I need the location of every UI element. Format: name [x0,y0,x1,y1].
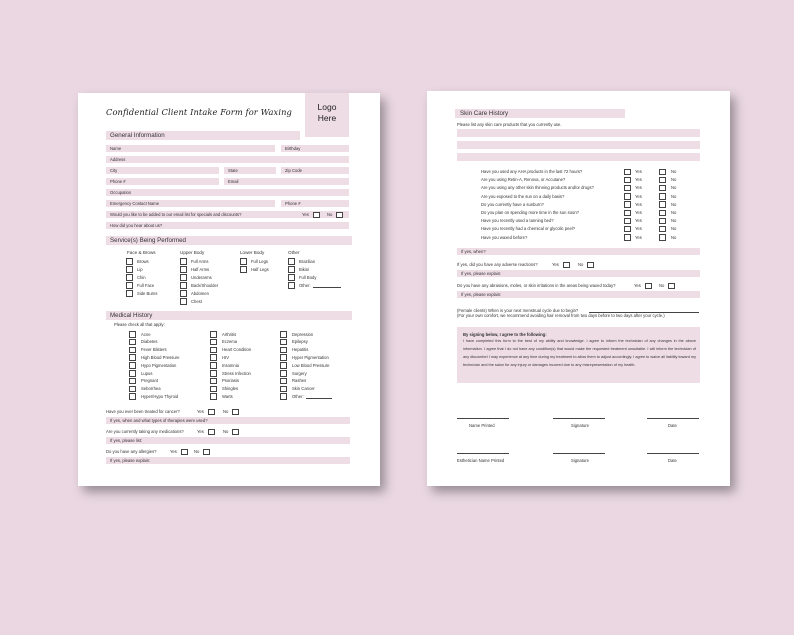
heard-about-label: How did you hear about us? [110,223,163,228]
logo-text-line-2: Here [317,113,337,123]
address-field[interactable] [106,156,349,163]
face-brows-heading: Face & Brows [127,250,156,255]
medical-hiv-checkbox[interactable] [210,354,217,361]
medical-shingles-checkbox[interactable] [210,386,217,393]
zip-label: Zip Code [285,168,302,173]
medical-diabetes-label: Diabetes [141,339,158,345]
medical-warts-checkbox[interactable] [210,393,217,400]
waxed-when-field[interactable] [457,248,700,255]
email-list-no-checkbox[interactable] [336,212,343,219]
medications-no-label: No [223,429,229,434]
adverse-yes-label: Yes [552,262,559,267]
allergies-question: Do you have any allergies? [106,449,157,454]
products-prompt: Please list any skin care products that you currently use. [457,122,562,127]
logo-placeholder [305,93,349,137]
cancer-yes-label: Yes [197,409,204,414]
name-field[interactable] [106,145,275,152]
medical-hypo-pigmentation-label: Hypo Pigmentation [141,362,177,368]
skin-question-9-yes-checkbox[interactable] [624,234,631,241]
medical-skin-cancer-checkbox[interactable] [280,386,287,393]
skin-question-7-no-label: No [671,218,677,224]
check-all-text: Please check all that apply: [114,322,165,327]
service-full-arms-checkbox[interactable] [180,258,187,265]
medical-lupus-checkbox[interactable] [129,370,136,377]
products-line-2[interactable] [457,141,700,149]
medical-diabetes-checkbox[interactable] [129,339,136,346]
skin-question-4: Are you exposed to the sun on a daily basis? [481,193,565,199]
skin-question-6: Do you plan on spending more time in the sun soon? [481,210,580,215]
abrasions-explain-label: If yes, please explain: [461,292,502,297]
skin-question-5-yes-checkbox[interactable] [624,201,631,208]
service-lip-checkbox[interactable] [126,266,133,273]
medical-stress-infection-label: Stress Infection [222,370,251,376]
medications-followup-label: If yes, please list: [110,438,143,443]
adverse-question: If yes, did you have any adverse reactions? [457,262,538,267]
skin-question-1-no-label: No [671,169,677,174]
medical-hyper-pigmentation-label: Hyper Pigmentation [292,354,329,360]
service-other-label: Other: [299,282,311,288]
skin-question-6-no-label: No [671,210,677,215]
medical-arthritis-label: Arthritis [222,331,237,337]
medical-surgery-checkbox[interactable] [280,370,287,377]
esthetician-name-line[interactable] [457,453,509,454]
adverse-explain-label: If yes, please explain: [461,271,502,276]
general-info-heading: General Information [110,131,165,139]
skin-question-2-no-checkbox[interactable] [659,177,666,184]
skin-question-8-yes-checkbox[interactable] [624,226,631,233]
skin-question-9-no-label: No [671,234,677,240]
occupation-field[interactable] [106,189,349,196]
date-line-2[interactable] [647,453,699,454]
medical-other-label: Other: [292,393,304,399]
medical-hypo-pigmentation-checkbox[interactable] [129,362,136,369]
medical-psoriasis-checkbox[interactable] [210,378,217,385]
service-full-body-label: Full Body [299,274,317,280]
skin-care-heading: Skin Care History [460,109,509,117]
allergies-no-label: No [194,449,200,454]
medical-pregnant-checkbox[interactable] [129,378,136,385]
medical-other-line[interactable] [306,398,332,399]
phone-label: Phone # [110,179,126,184]
name-printed-label: Name Printed [469,423,495,428]
state-label: State [228,168,238,173]
date-label-2: Date [668,458,677,463]
medical-lupus-label: Lupus [141,370,153,376]
medical-insomnia-checkbox[interactable] [210,362,217,369]
occupation-label: Occupation [110,190,132,195]
service-chest-label: Chest [191,298,202,304]
service-half-arms-checkbox[interactable] [180,266,187,273]
service-brows-label: Brows [137,258,149,264]
abrasions-question: Do you have any abrasions, moles, or skin irritations in the areas being waxed today? [457,283,616,288]
menstrual-question: (Female clients) When is your next menstrual cycle due to begin? [457,308,579,313]
products-line-1[interactable] [457,129,700,137]
abrasions-no-checkbox[interactable] [668,283,675,290]
medical-hepatitis-label: Hepatitis [292,347,309,353]
intake-form-page-1 [78,93,380,486]
medical-warts-label: Warts [222,393,233,399]
medical-heart-condition-checkbox[interactable] [210,347,217,354]
skin-question-5-no-label: No [671,201,677,207]
cancer-followup-label: If yes, when and what types of therapies were used? [110,418,208,423]
medical-hyper-pigmentation-checkbox[interactable] [280,354,287,361]
medical-low-blood-pressure-checkbox[interactable] [280,362,287,369]
medical-low-blood-pressure-label: Low Blood Pressure [292,362,330,368]
email-label: Email [228,179,239,184]
service-back-shoulder-label: Back/Shoulder [191,282,219,288]
allergies-followup-label: If yes, please explain: [110,458,151,463]
skin-question-7-no-checkbox[interactable] [659,218,666,225]
adverse-no-checkbox[interactable] [587,262,594,269]
medical-eczema-label: Eczema [222,339,238,345]
service-chest-checkbox[interactable] [180,298,187,305]
service-full-face-checkbox[interactable] [126,282,133,289]
service-underarms-checkbox[interactable] [180,274,187,281]
service-lip-label: Lip [137,266,143,272]
skin-question-6-yes-label: Yes [635,210,642,215]
medical-hyper-hypo-thyroid-label: Hyper/Hypo Thyroid [141,393,179,399]
medical-hyper-hypo-thyroid-checkbox[interactable] [129,393,136,400]
skin-question-5-no-checkbox[interactable] [659,201,666,208]
medical-depression-label: Depression [292,331,314,337]
medical-depression-checkbox[interactable] [280,331,287,338]
waxed-when-label: If yes, when? [461,249,486,254]
skin-question-4-no-label: No [671,193,677,199]
cancer-no-label: No [223,409,229,414]
email-list-question: Would you like to be added to our email list for specials and discounts? [110,212,242,217]
date-label-1: Date [668,423,677,428]
signature-line-2[interactable] [553,453,605,454]
medical-hiv-label: HIV [222,354,229,360]
email-list-no-label: No [327,212,333,217]
services-heading: Service(s) Being Performed [110,236,186,244]
emergency-contact-label: Emergency Contact Name [110,201,160,206]
medical-surgery-label: Surgery [292,370,307,376]
medical-psoriasis-label: Psoriasis [222,378,239,384]
skin-question-8-no-checkbox[interactable] [659,226,666,233]
cancer-no-checkbox[interactable] [232,409,239,416]
medical-shingles-label: Shingles [222,386,239,392]
skin-question-8: Have you recently had a chemical or glycolic peel? [481,226,576,232]
address-label: Address [110,157,126,162]
skin-question-7-yes-label: Yes [635,218,642,224]
medical-other-checkbox[interactable] [280,393,287,400]
medical-pregnant-label: Pregnant [141,378,158,384]
abrasions-yes-label: Yes [634,283,641,288]
allergies-yes-label: Yes [170,449,177,454]
medical-acne-checkbox[interactable] [129,331,136,338]
medical-rashes-label: Rashes [292,378,307,384]
service-brazilian-label: Brazilian [299,258,316,264]
signature-line-1[interactable] [553,418,605,419]
abrasions-no-label: No [659,283,665,288]
adverse-no-label: No [578,262,584,267]
skin-question-2-yes-label: Yes [635,177,642,183]
service-abdomen-checkbox[interactable] [180,290,187,297]
medications-no-checkbox[interactable] [232,429,239,436]
lower-body-heading: Lower Body [240,250,265,255]
service-chin-label: Chin [137,274,146,280]
skin-question-9: Have you waxed before? [481,234,528,240]
skin-question-1: Have you used any AHA products in the last 72 hours? [481,169,583,174]
medical-acne-label: Acne [141,331,151,337]
name-printed-line[interactable] [457,418,509,419]
city-label: City [110,168,118,173]
products-line-3[interactable] [457,153,700,161]
medical-epilepsy-label: Epilepsy [292,339,308,345]
signature-label-2: Signature [571,458,589,463]
medical-fever-blisters-label: Fever Blisters [141,347,167,353]
upper-body-heading: Upper Body [180,250,205,255]
intake-form-page-2 [427,91,730,486]
medical-insomnia-label: Insomnia [222,362,239,368]
skin-question-1-no-checkbox[interactable] [659,169,666,176]
service-full-legs-checkbox[interactable] [240,258,247,265]
medical-heading: Medical History [110,311,153,319]
skin-question-1-yes-checkbox[interactable] [624,169,631,176]
medical-high-blood-pressure-checkbox[interactable] [129,354,136,361]
skin-question-3-no-checkbox[interactable] [659,185,666,192]
medical-seborrhea-checkbox[interactable] [129,386,136,393]
service-full-arms-label: Full Arms [191,258,209,264]
medications-yes-checkbox[interactable] [208,429,215,436]
medications-followup-field[interactable] [106,437,350,444]
email-list-yes-checkbox[interactable] [313,212,320,219]
skin-question-5-yes-label: Yes [635,201,642,207]
skin-question-4-yes-label: Yes [635,193,642,199]
email-field[interactable] [224,178,349,185]
birthday-label: Birthday [285,146,301,151]
medical-stress-infection-checkbox[interactable] [210,370,217,377]
agreement-text: I have completed this form to the best of my ability and knowledge. I agree to inform the technician of any changes in the above information. I agree that I do not have any condition(s) that would make the requested treatment unsuitable. I will inform the technician of any discomfort I may experience at any time during my treatment to allow them to adjust accordingly. I agree to waive all liability toward my technician and the salon for any injury or damages incurred due to any misrepresentation of my health. [463,339,696,367]
emergency-phone-label: Phone # [285,201,301,206]
abrasions-yes-checkbox[interactable] [645,283,652,290]
skin-question-5: Do you currently have a sunburn? [481,201,544,207]
skin-question-3-no-label: No [671,185,677,191]
esthetician-name-label: Esthetician Name Printed [457,458,505,463]
cancer-question: Have you ever been treated for cancer? [106,409,180,414]
medical-high-blood-pressure-label: High Blood Pressure [141,354,180,360]
medical-heart-condition-label: Heart Condition [222,347,252,353]
service-half-legs-checkbox[interactable] [240,266,247,273]
service-chin-checkbox[interactable] [126,274,133,281]
skin-question-8-no-label: No [671,226,677,232]
service-bikini-checkbox[interactable] [288,266,295,273]
allergies-no-checkbox[interactable] [203,449,210,456]
skin-question-7: Have you recently used a tanning bed? [481,218,554,224]
skin-question-2-yes-checkbox[interactable] [624,177,631,184]
medical-arthritis-checkbox[interactable] [210,331,217,338]
other-heading: Other [288,250,300,255]
medications-yes-label: Yes [197,429,204,434]
medical-epilepsy-checkbox[interactable] [280,339,287,346]
service-half-legs-label: Half Legs [251,266,269,272]
medical-hepatitis-checkbox[interactable] [280,347,287,354]
skin-question-8-yes-label: Yes [635,226,642,232]
date-line-1[interactable] [647,418,699,419]
skin-question-6-no-checkbox[interactable] [659,210,666,217]
skin-question-1-yes-label: Yes [635,169,642,174]
email-list-yes-label: Yes [302,212,309,217]
menstrual-note: (For your own comfort, we recommend avoiding hair removal from two days before to two days after your cycle.) [457,313,665,318]
service-bikini-label: Bikini [299,266,310,272]
adverse-yes-checkbox[interactable] [563,262,570,269]
skin-question-2: Are you using Retin-A, Renova, or Accutane? [481,177,566,183]
skin-question-2-no-label: No [671,177,677,183]
medical-rashes-checkbox[interactable] [280,378,287,385]
name-label: Name [110,146,122,151]
service-other-checkbox[interactable] [288,282,295,289]
agreement-heading: By signing below, I agree to the following: [463,332,547,337]
cancer-yes-checkbox[interactable] [208,409,215,416]
medical-eczema-checkbox[interactable] [210,339,217,346]
service-full-body-checkbox[interactable] [288,274,295,281]
service-brows-checkbox[interactable] [126,258,133,265]
service-half-arms-label: Half Arms [191,266,210,272]
skin-question-4-yes-checkbox[interactable] [624,193,631,200]
service-back-shoulder-checkbox[interactable] [180,282,187,289]
service-brazilian-checkbox[interactable] [288,258,295,265]
medical-seborrhea-label: Seborrhea [141,386,161,392]
logo-text-line-1: Logo [317,102,337,112]
signature-label-1: Signature [571,423,589,428]
medications-question: Are you currently taking any medications? [106,429,184,434]
service-abdomen-label: Abdomen [191,290,209,296]
service-side-burns-checkbox[interactable] [126,290,133,297]
service-other-line[interactable] [313,287,341,288]
allergies-yes-checkbox[interactable] [181,449,188,456]
service-side-burns-label: Side Burns [137,290,158,296]
skin-question-7-yes-checkbox[interactable] [624,218,631,225]
service-full-face-label: Full Face [137,282,155,288]
skin-question-3-yes-checkbox[interactable] [624,185,631,192]
skin-question-9-no-checkbox[interactable] [659,234,666,241]
form-title: Confidential Client Intake Form for Waxing [106,107,292,117]
medical-fever-blisters-checkbox[interactable] [129,347,136,354]
skin-question-3: Are you using any other skin thinning products and/or drugs? [481,185,594,191]
service-underarms-label: Underarms [191,274,212,280]
skin-question-9-yes-label: Yes [635,234,642,240]
skin-question-6-yes-checkbox[interactable] [624,210,631,217]
city-field[interactable] [106,167,219,174]
service-full-legs-label: Full Legs [251,258,268,264]
medical-skin-cancer-label: Skin Cancer [292,386,315,392]
skin-question-3-yes-label: Yes [635,185,642,191]
skin-question-4-no-checkbox[interactable] [659,193,666,200]
